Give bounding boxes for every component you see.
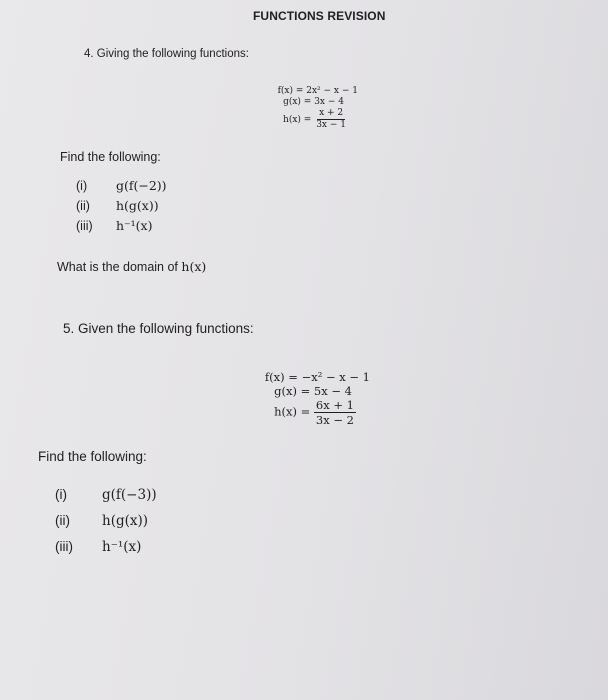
q4-g-equation: g(x) = 3x − 4 — [283, 97, 344, 107]
q5-item-2 — [55, 508, 157, 534]
q5-item-2-label: (ii) — [55, 513, 70, 528]
q4-h-denominator: 3x − 1 — [316, 120, 346, 130]
q4-item-3-label: (iii) — [76, 219, 93, 233]
q5-g-equation: g(x) = 5x − 4 — [274, 384, 352, 398]
q5-item-list — [55, 482, 157, 560]
q5-f-equation: f(x) = −x² − x − 1 — [264, 370, 370, 384]
q4-domain-question — [57, 259, 206, 274]
q5-prompt: 5. Given the following functions: — [63, 321, 254, 336]
q5-functions — [240, 370, 380, 427]
q4-h-fraction — [314, 108, 348, 131]
q4-h-lhs: h(x) = — [283, 115, 312, 125]
q4-item-1-label: (i) — [76, 179, 88, 193]
q4-h-equation — [245, 108, 370, 131]
q4-item-list — [76, 176, 167, 236]
q5-item-1-label: (i) — [55, 487, 67, 502]
q4-item-1-expr: g(f(−2)) — [116, 178, 167, 193]
q4-item-1 — [76, 176, 167, 196]
q5-h-numerator: 6x + 1 — [315, 398, 354, 412]
q5-item-2-expr: h(g(x)) — [102, 513, 149, 529]
page-title: FUNCTIONS REVISION — [253, 9, 386, 23]
q4-domain-expr: h(x) — [181, 259, 207, 274]
q4-item-2-label: (ii) — [76, 199, 90, 213]
q5-h-denominator: 3x − 2 — [315, 413, 354, 427]
q4-f-equation: f(x) = 2x² − x − 1 — [277, 86, 358, 96]
q5-item-3 — [55, 534, 157, 560]
q4-item-3-expr: h⁻¹(x) — [116, 218, 153, 233]
q5-item-3-expr: h⁻¹(x) — [102, 539, 142, 555]
q4-find-label: Find the following: — [60, 150, 161, 164]
q4-domain-text: What is the domain of — [57, 260, 178, 274]
q5-find-label: Find the following: — [38, 449, 147, 464]
q5-item-3-label: (iii) — [55, 539, 73, 554]
q5-item-1-expr: g(f(−3)) — [102, 487, 157, 503]
q5-h-lhs: h(x) = — [274, 404, 311, 419]
q4-h-numerator: x + 2 — [319, 108, 344, 118]
q4-item-3 — [76, 216, 167, 236]
q5-h-equation — [240, 398, 380, 427]
q4-prompt: 4. Giving the following functions: — [84, 48, 249, 60]
q4-item-2 — [76, 196, 167, 216]
q4-functions — [245, 86, 370, 131]
q4-item-2-expr: h(g(x)) — [116, 198, 159, 213]
q5-h-fraction — [314, 398, 356, 427]
q5-item-1 — [55, 482, 157, 508]
